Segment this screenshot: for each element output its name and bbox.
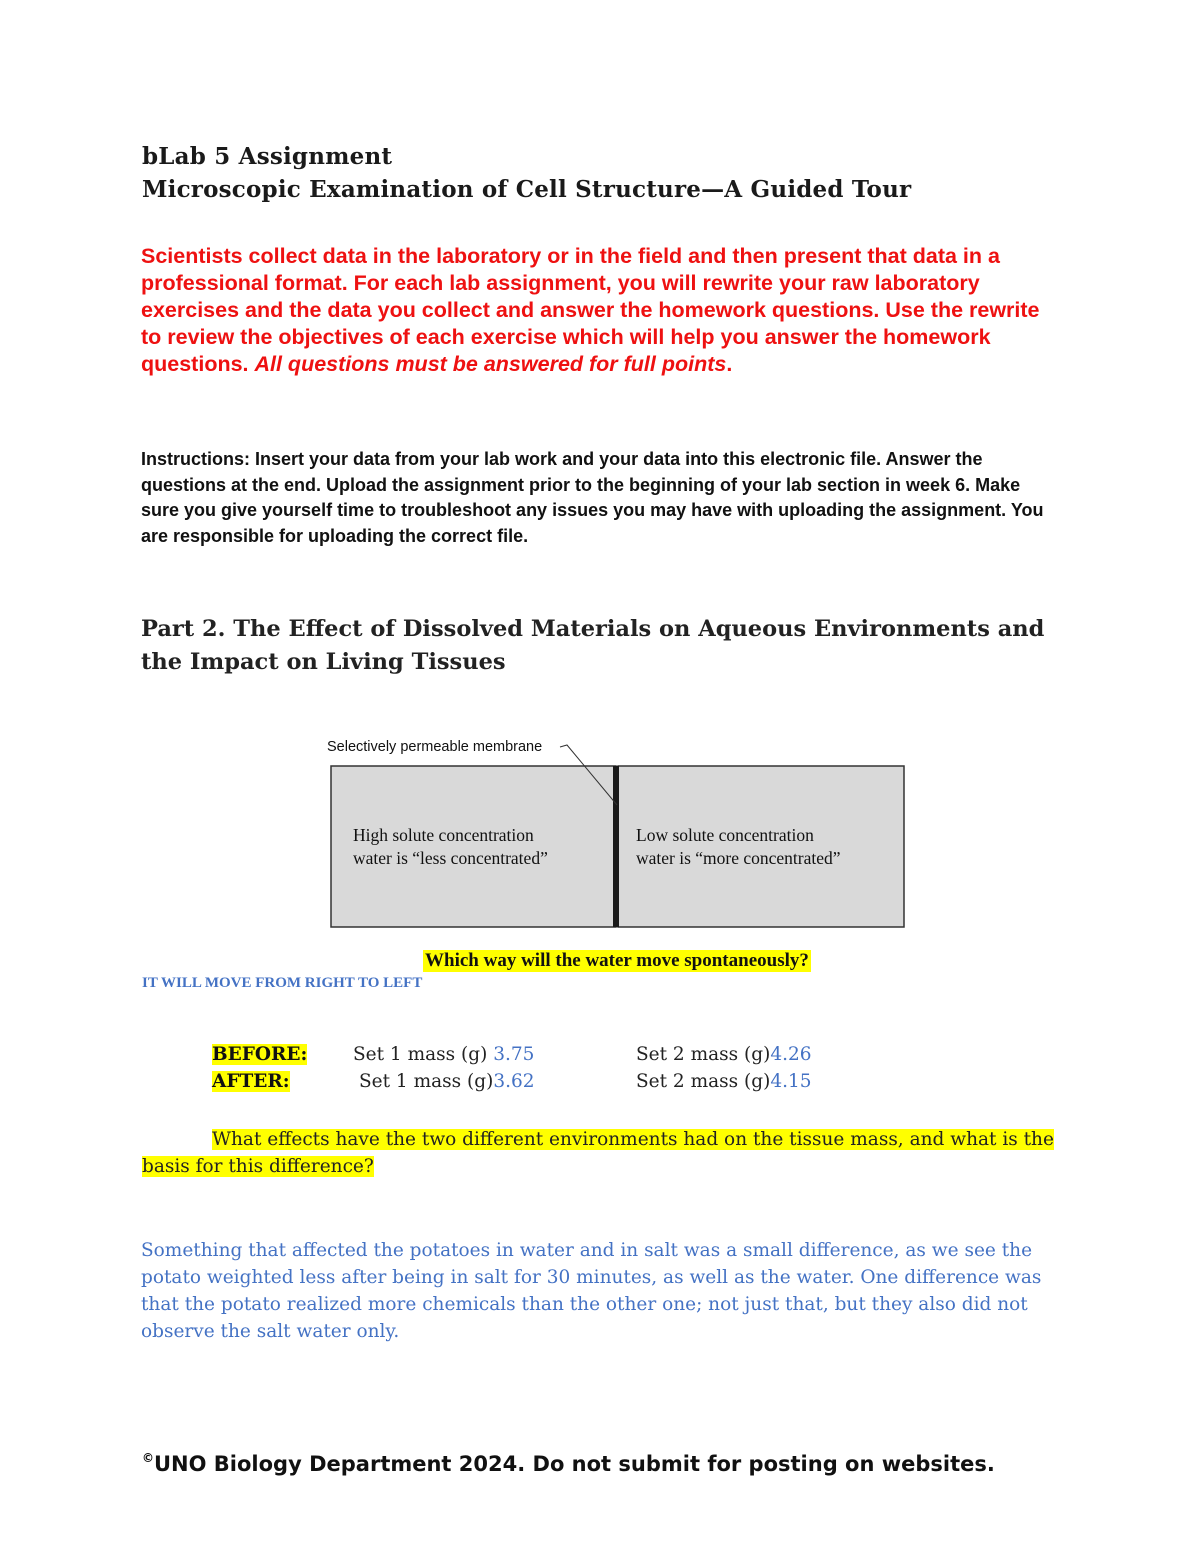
before-set2-value: 4.26 [770,1044,812,1065]
after-set2-label: Set 2 mass (g) [636,1071,771,1092]
question-water-movement: Which way will the water move spontaneously? [425,950,809,971]
before-label: BEFORE: [212,1044,308,1065]
before-set1-value: 3.75 [493,1044,535,1065]
instructions-paragraph: Instructions: Insert your data from your lab work and your data into this electronic file. Answer the questions at the end. Upload the assignment prior to the beginning of your lab section in week 6. Make sure you give yourself time to troubleshoot any issues you may have with uploading the assignment. You are responsible for uploading the correct file. [141,449,1044,546]
after-label: AFTER: [212,1071,290,1092]
right-compartment-label [636,824,841,870]
after-set1 [359,1071,535,1092]
intro-end: . [726,352,733,376]
left-label-line2: water is “less concentrated” [353,848,548,868]
copyright-footer [142,1444,1042,1479]
copyright-symbol: © [142,1451,154,1465]
question-tissue-mass [142,1126,1072,1180]
before-set2 [636,1044,812,1065]
after-set2-value: 4.15 [770,1071,812,1092]
assignment-title: bLab 5 Assignment [142,143,393,170]
part2-heading: Part 2. The Effect of Dissolved Materials on Aqueous Environments and the Impact on Living Tissues [141,616,1045,675]
before-set1 [353,1044,534,1065]
intro-text: Scientists collect data in the laboratory or in the field and then present that data in a professional format. For each lab assignment, you will rewrite your raw laboratory exercises and the data you collect and answer the homework questions. Use the rewrite to review the objectives of each exercise which will help you answer the homework questions. [141,244,1040,376]
answer-tissue-mass: Something that affected the potatoes in water and in salt was a small difference, as we see the potato weighted less after being in salt for 30 minutes, as well as the water. One difference was that the potato realized more chemicals than the other one; not just that, but they also did not observe the salt water only. [141,1240,1042,1342]
right-label-line1: Low solute concentration [636,825,814,845]
after-set2 [636,1071,812,1092]
intro-paragraph [141,243,1056,378]
answer-water-movement: IT WILL MOVE FROM RIGHT TO LEFT [142,975,423,991]
membrane-line [613,766,619,927]
question-tissue-mass-text: What effects have the two different environments had on the tissue mass, and what is the basis for this difference? [142,1129,1054,1177]
after-set1-label: Set 1 mass (g) [359,1071,494,1092]
intro-emphasis: All questions must be answered for full points [254,352,727,376]
left-label-line1: High solute concentration [353,825,534,845]
before-set1-label: Set 1 mass (g) [353,1044,488,1065]
after-set1-value: 3.62 [493,1071,535,1092]
right-label-line2: water is “more concentrated” [636,848,841,868]
membrane-label: Selectively permeable membrane [327,739,543,755]
copyright-text: UNO Biology Department 2024. Do not submit for posting on websites. [154,1452,995,1476]
left-compartment-label [353,824,548,870]
before-set2-label: Set 2 mass (g) [636,1044,771,1065]
assignment-subtitle: Microscopic Examination of Cell Structure—A Guided Tour [142,176,912,203]
